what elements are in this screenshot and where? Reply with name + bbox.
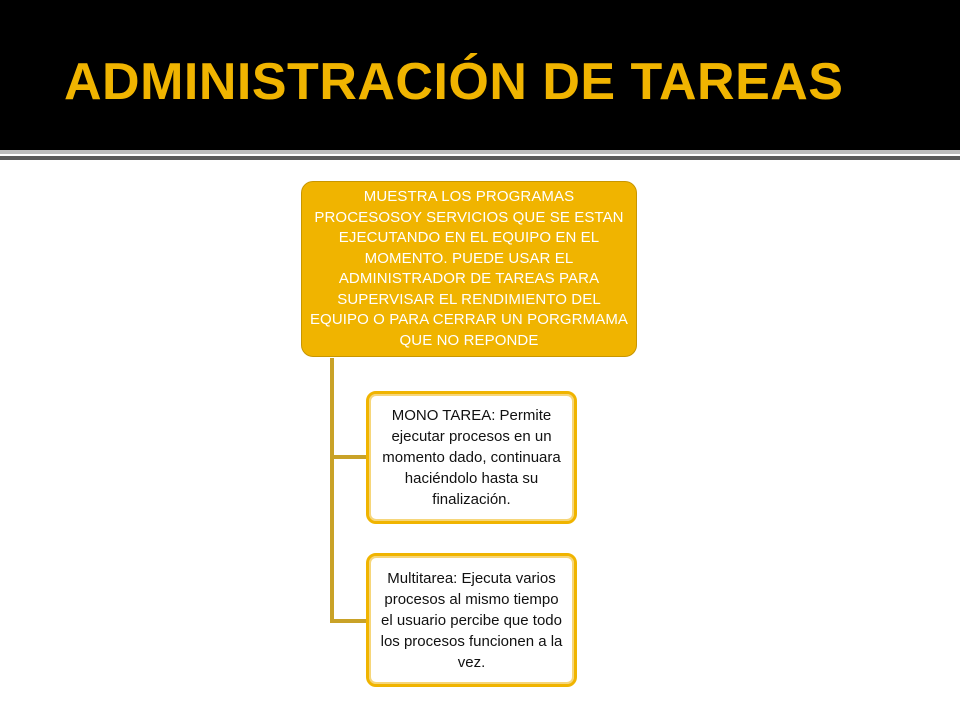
connector-to-mono-tarea xyxy=(330,455,368,459)
mono-tarea-text: MONO TAREA: Permite ejecutar procesos en un momento dado, continuara haciéndolo hasta su finalización. xyxy=(382,407,561,508)
slide-title: ADMINISTRACIÓN DE TAREAS xyxy=(64,53,844,111)
connector-to-multitarea xyxy=(330,619,368,623)
multitarea-text: Multitarea: Ejecuta varios procesos al mismo tiempo el usuario percibe que todo los procesos funcionen a la vez. xyxy=(380,569,563,671)
root-node[interactable] xyxy=(301,181,637,357)
connector-vertical xyxy=(330,358,334,623)
root-node-text: MUESTRA LOS PROGRAMAS PROCESOSOY SERVICIOS QUE SE ESTAN EJECUTANDO EN EL EQUIPO EN EL MOMENTO. PUEDE USAR EL ADMINISTRADOR DE TAREAS PARA SUPERVISAR EL RENDIMIENTO DEL EQUIPO O PARA CERRAR UN PORGRMAMA QUE NO REPONDE xyxy=(309,188,629,349)
mono-tarea-node[interactable] xyxy=(366,391,577,524)
title-bar xyxy=(0,0,960,150)
multitarea-node[interactable] xyxy=(366,553,577,687)
